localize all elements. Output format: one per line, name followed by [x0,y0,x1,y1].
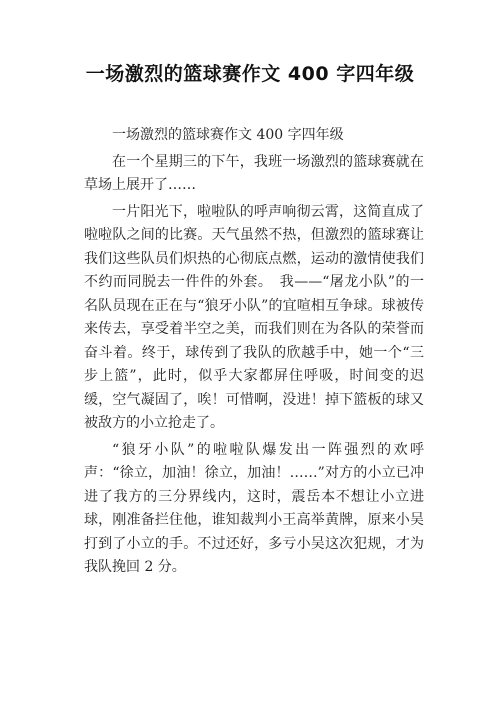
document-subtitle: 一场激烈的篮球赛作文 400 字四年级 [112,127,344,143]
paragraph-1: 在一个星期三的下午，我班一场激烈的篮球赛就在草场上展开了…… [84,153,424,193]
document-body [84,124,424,580]
document-title: 一场激烈的篮球赛作文 400 字四年级 [85,63,415,85]
paragraph-3: “狼牙小队”的啦啦队爆发出一阵强烈的欢呼声：“徐立，加油！徐立，加油！……”对方的小立已冲进了我方的三分界线内，这时，震岳本不想让小立进球，刚准备拦住他，谁知裁判小王高举黄牌，原来小吴打到了小立的手。不过还好，多亏小吴这次犯规，才为我队挽回 2 分。 [84,441,424,575]
paragraph-2: 一片阳光下，啦啦队的呼声响彻云霄，这简直成了啦啦队之间的比赛。天气虽然不热，但激烈的篮球赛让我们这些队员们炽热的心彻底点燃，运动的激情使我们不约而同脱去一件件的外套。 我——“屠龙小队”的一名队员现在正在与“狼牙小队”的宜喧相互争球。球被传来传去，享受着半空之美，而我们则在为各队的荣誉而奋斗着。终于，球传到了我队的欣越手中，她一个“三步上篮”，此时，似乎大家都屏住呼吸，时间变的迟缓，空气凝固了，唉！可惜啊，没进！掉下篮板的球又被敌方的小立抢走了。 [84,203,424,431]
